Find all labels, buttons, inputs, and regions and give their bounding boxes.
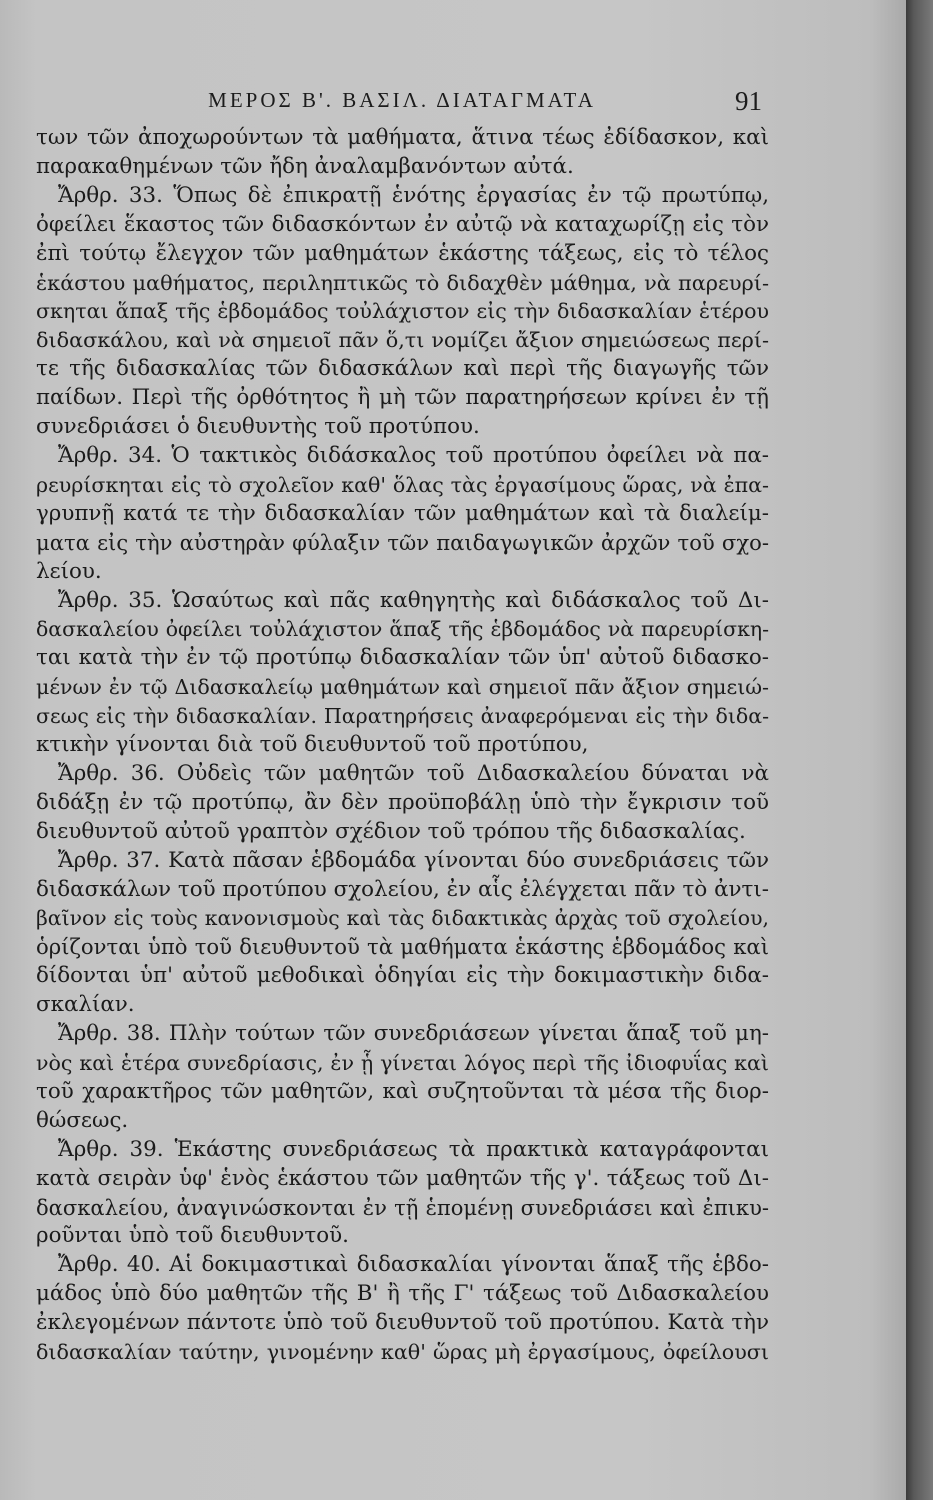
text-line: δασκαλείου, ἀναγινώσκονται ἐν τῇ ἑπομένῃ συνεδριάσει καὶ ἐπικυ-	[36, 1194, 769, 1220]
text-line: μένων ἐν τῷ Διδασκαλείῳ μαθημάτων καὶ σημειοῖ πᾶν ἄξιον σημειώ-	[36, 675, 769, 700]
text-line: παίδων. Περὶ τῆς ὀρθότητος ἢ μὴ τῶν παρατηρήσεων κρίνει ἐν τῇ	[36, 385, 769, 411]
text-line: γρυπνῇ κατά τε τὴν διδασκαλίαν τῶν μαθημάτων καὶ τὰ διαλείμ-	[36, 500, 769, 526]
text-line: μάδος ὑπὸ δύο μαθητῶν τῆς Β' ἢ τῆς Γ' τάξεως τοῦ Διδασκαλείου	[36, 1281, 769, 1307]
page-number: 91	[735, 86, 762, 116]
text-line: συνεδριάσει ὁ διευθυντὴς τοῦ προτύπου.	[36, 414, 480, 440]
text-line: διευθυντοῦ αὐτοῦ γραπτὸν σχέδιον τοῦ τρόπου τῆς διδασκαλίας.	[36, 818, 746, 844]
text-line: ροῦνται ὑπὸ τοῦ διευθυντοῦ.	[36, 1223, 349, 1249]
text-line: ἐκλεγομένων πάντοτε ὑπὸ τοῦ διευθυντοῦ τοῦ προτύπου. Κατὰ τὴν	[36, 1310, 769, 1336]
text-line: δίδονται ὑπ' αὐτοῦ μεθοδικαὶ ὁδηγίαι εἰς τὴν δοκιμαστικὴν διδα-	[36, 963, 769, 989]
text-line: τοῦ χαρακτῆρος τῶν μαθητῶν, καὶ συζητοῦνται τὰ μέσα τῆς διορ-	[36, 1078, 769, 1104]
article-39-start: Ἄρθρ. 39. Ἑκάστης συνεδριάσεως τὰ πρακτικὰ καταγράφονται	[58, 1136, 769, 1162]
article-34-start: Ἄρθρ. 34. Ὁ τακτικὸς διδάσκαλος τοῦ προτύπου ὀφείλει νὰ πα-	[58, 442, 769, 468]
text-line: κατὰ σειρὰν ὑφ' ἑνὸς ἑκάστου τῶν μαθητῶν τῆς γ'. τάξεως τοῦ Δι-	[36, 1165, 769, 1191]
text-line: θώσεως.	[36, 1107, 129, 1133]
text-line: βαῖνον εἰς τοὺς κανονισμοὺς καὶ τὰς διδακτικὰς ἀρχὰς τοῦ σχολείου,	[36, 906, 769, 931]
text-line: δασκαλείου ὀφείλει τοὐλάχιστον ἅπαξ τῆς ἑβδομάδος νὰ παρευρίσκη-	[36, 617, 769, 642]
text-line: διδασκαλίαν ταύτην, γινομένην καθ' ὥρας μὴ ἐργασίμους, ὀφείλουσι	[36, 1340, 769, 1365]
article-36-start: Ἄρθρ. 36. Οὐδεὶς τῶν μαθητῶν τοῦ Διδασκαλείου δύναται νὰ	[58, 760, 769, 786]
text-line: διδασκάλων τοῦ προτύπου σχολείου, ἐν αἷς ἐλέγχεται πᾶν τὸ ἀντι-	[36, 876, 769, 902]
text-line: παρακαθημένων τῶν ἤδη ἀναλαμβανόντων αὐτά.	[36, 153, 574, 179]
text-line: ἐπὶ τούτῳ ἔλεγχον τῶν μαθημάτων ἑκάστης τάξεως, εἰς τὸ τέλος	[36, 240, 769, 266]
page-edge-shadow	[906, 0, 933, 1500]
text-line: λείου.	[36, 558, 102, 584]
text-line: διδάξῃ ἐν τῷ προτύπῳ, ἂν δὲν προϋποβάλῃ ὑπὸ τὴν ἔγκρισιν τοῦ	[36, 789, 769, 815]
text-line: σκαλίαν.	[36, 992, 135, 1018]
text-line: των τῶν ἀποχωρούντων τὰ μαθήματα, ἅτινα τέως ἐδίδασκον, καὶ	[36, 125, 769, 150]
text-line: σκηται ἅπαξ τῆς ἑβδομάδος τοὐλάχιστον εἰς τὴν διδασκαλίαν ἑτέρου	[36, 299, 769, 324]
text-line: ρευρίσκηται εἰς τὸ σχολεῖον καθ' ὅλας τὰς ἐργασίμους ὥρας, νὰ ἐπα-	[36, 472, 769, 497]
article-33-start: Ἄρθρ. 33. Ὅπως δὲ ἐπικρατῇ ἑνότης ἐργασίας ἐν τῷ πρωτύπῳ,	[58, 182, 769, 208]
text-line: ματα εἰς τὴν αὐστηρὰν φύλαξιν τῶν παιδαγωγικῶν ἀρχῶν τοῦ σχο-	[36, 529, 769, 555]
text-line: ὁρίζονται ὑπὸ τοῦ διευθυντοῦ τὰ μαθήματα ἑκάστης ἑβδομάδος καὶ	[36, 934, 769, 960]
body-text	[36, 124, 769, 1367]
article-40-start: Ἄρθρ. 40. Αἱ δοκιμαστικαὶ διδασκαλίαι γίνονται ἅπαξ τῆς ἑβδο-	[58, 1252, 769, 1278]
article-35-start: Ἄρθρ. 35. Ὡσαύτως καὶ πᾶς καθηγητὴς καὶ διδάσκαλος τοῦ Δι-	[58, 587, 769, 613]
running-header	[38, 86, 766, 122]
text-line: κτικὴν γίνονται διὰ τοῦ διευθυντοῦ τοῦ προτύπου,	[36, 732, 589, 758]
text-line: ἑκάστου μαθήματος, περιληπτικῶς τὸ διδαχθὲν μάθημα, νὰ παρευρί-	[36, 270, 769, 295]
text-line: ται κατὰ τὴν ἐν τῷ προτύπῳ διδασκαλίαν τῶν ὑπ' αὐτοῦ διδασκο-	[36, 645, 769, 671]
header-title: ΜΕΡΟΣ Β'. ΒΑΣΙΛ. ΔΙΑΤΑΓΜΑΤΑ	[208, 88, 596, 112]
text-line: ὀφείλει ἕκαστος τῶν διδασκόντων ἐν αὐτῷ νὰ καταχωρίζῃ εἰς τὸν	[36, 211, 769, 237]
text-line: τε τῆς διδασκαλίας τῶν διδασκάλων καὶ περὶ τῆς διαγωγῆς τῶν	[36, 356, 769, 382]
article-38-start: Ἄρθρ. 38. Πλὴν τούτων τῶν συνεδριάσεων γίνεται ἅπαξ τοῦ μη-	[58, 1021, 769, 1047]
text-line: νὸς καὶ ἑτέρα συνεδρίασις, ἐν ᾗ γίνεται λόγος περὶ τῆς ἰδιοφυΐας καὶ	[36, 1051, 769, 1075]
article-37-start: Ἄρθρ. 37. Κατὰ πᾶσαν ἑβδομάδα γίνονται δύο συνεδριάσεις τῶν	[58, 847, 769, 873]
text-line: διδασκάλου, καὶ νὰ σημειοῖ πᾶν ὅ,τι νομίζει ἄξιον σημειώσεως περί-	[36, 328, 769, 353]
text-line: σεως εἰς τὴν διδασκαλίαν. Παρατηρήσεις ἀναφερόμεναι εἰς τὴν διδα-	[36, 704, 769, 729]
